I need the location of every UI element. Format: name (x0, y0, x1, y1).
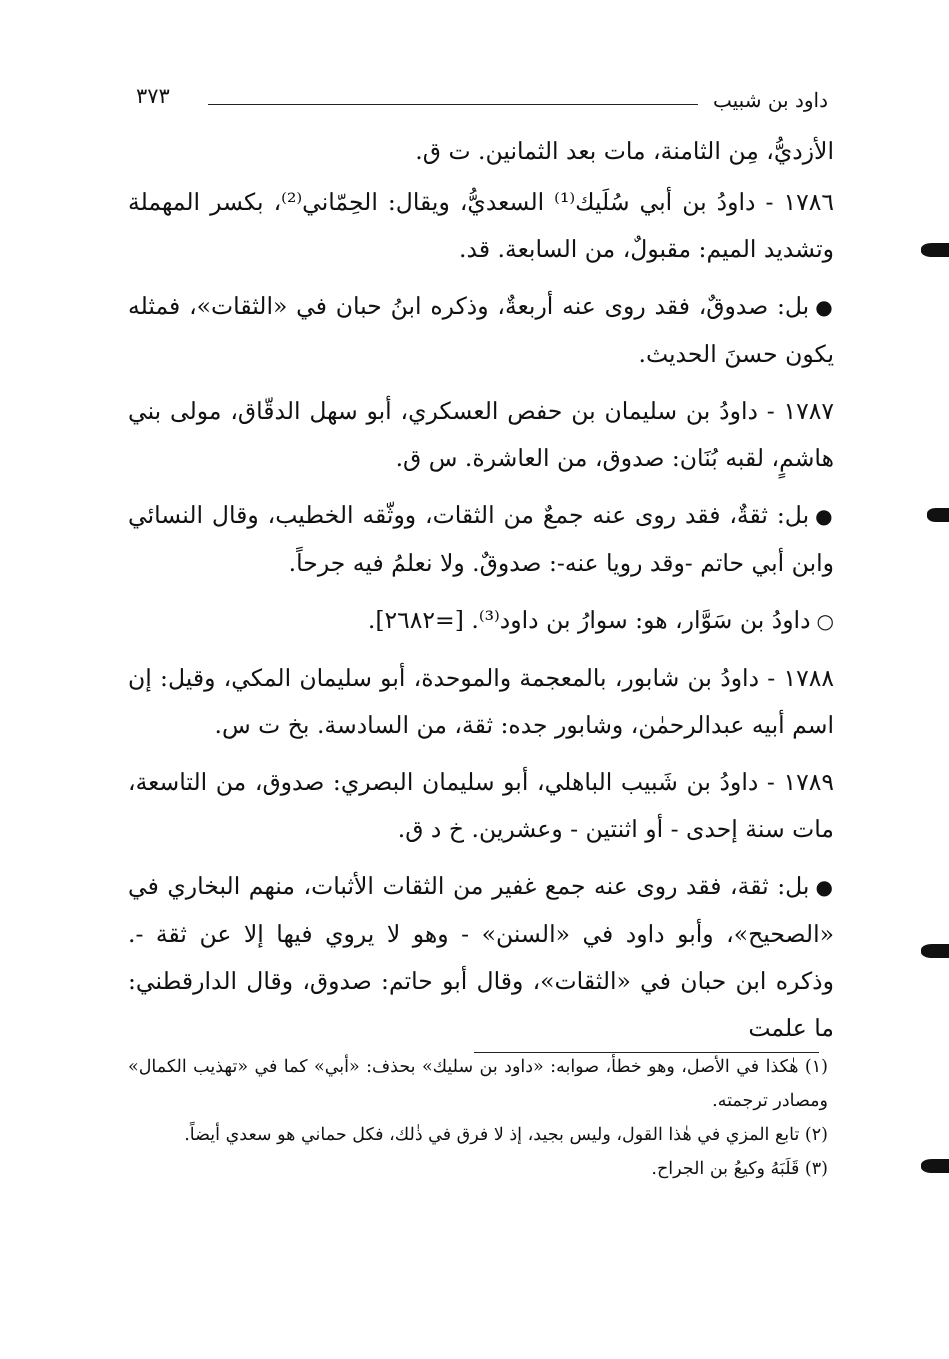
main-text (128, 128, 834, 1062)
cross-reference-text: داودُ بن سَوَّار، هو: سوارُ بن داود⁽³⁾. [=٢٦٨٢]. (367, 606, 811, 634)
commentary-1786 (128, 283, 834, 378)
margin-mark (921, 243, 949, 257)
commentary-text: بل: صدوقٌ، فقد روى عنه أربعةٌ، وذكره ابنُ حبان في «الثقات»، فمثله يكون حسنَ الحديث. (128, 292, 834, 368)
entry-1789: ١٧٨٩ - داودُ بن شَبيب الباهلي، أبو سليمان البصري: صدوق، من التاسعة، مات سنة إحدى - أو اثنتين - وعشرين. خ د ق. (128, 768, 834, 843)
margin-mark (927, 508, 949, 522)
footnote-1: (١) هٰكذا في الأصل، وهو خطأ، صوابه: «داود بن سليك» بحذف: «أبي» كما في «تهذيب الكمال» ومصادر ترجمته. (128, 1057, 828, 1111)
commentary-1789 (128, 863, 834, 1052)
header-rule (208, 104, 698, 105)
paragraph: الأزديُّ، مِن الثامنة، مات بعد الثمانين. ت ق. (415, 137, 834, 165)
entry-1786: ١٧٨٦ - داودُ بن أبي سُلَيك⁽¹⁾ السعديُّ، ويقال: الحِمّاني⁽²⁾، بكسر المهملة وتشديد الميم: مقبولٌ، من السابعة. قد. (128, 188, 834, 263)
margin-mark (921, 1159, 949, 1173)
entry-1788: ١٧٨٨ - داودُ بن شابور، بالمعجمة والموحدة، أبو سليمان المكي، وقيل: إن اسم أبيه عبدالرحمٰن، وشابور جده: ثقة، من السادسة. بخ ت س. (128, 664, 834, 739)
cross-reference (128, 597, 834, 645)
commentary-text: بل: ثقة، فقد روى عنه جمع غفير من الثقات الأثبات، منهم البخاري في «الصحيح»، وأبو داود في «السنن» - وهو لا يروي فيها إلا عن ثقة -. وذكره ابن حبان في «الثقات»، وقال أبو حاتم: صدوق، وقال الدارقطني: ما علمت (128, 872, 834, 1042)
page-number: ٣٧٣ (136, 84, 170, 108)
footnote-3: (٣) قَلَبَهُ وكيعُ بن الجراح. (651, 1159, 828, 1179)
page-header (128, 84, 828, 114)
entry-1787: ١٧٨٧ - داودُ بن سليمان بن حفص العسكري، أبو سهل الدقّاق، مولى بني هاشمٍ، لقبه بُنَان: صدوق، من العاشرة. س ق. (128, 397, 834, 472)
margin-mark (921, 944, 949, 958)
footnote-2: (٢) تابع المزي في هٰذا القول، وليس بجيد، إذ لا فرق في ذٰلك، فكل حماني هو سعدي أيضاً. (184, 1125, 828, 1145)
footnotes (128, 1050, 828, 1186)
running-title: داود بن شبيب (713, 88, 828, 112)
commentary-1787 (128, 492, 834, 587)
commentary-text: بل: ثقةٌ، فقد روى عنه جمعٌ من الثقات، ووثّقه الخطيب، وقال النسائي وابن أبي حاتم -وقد رويا عنه-: صدوقٌ. ولا نعلمُ فيه جرحاً. (128, 501, 834, 577)
